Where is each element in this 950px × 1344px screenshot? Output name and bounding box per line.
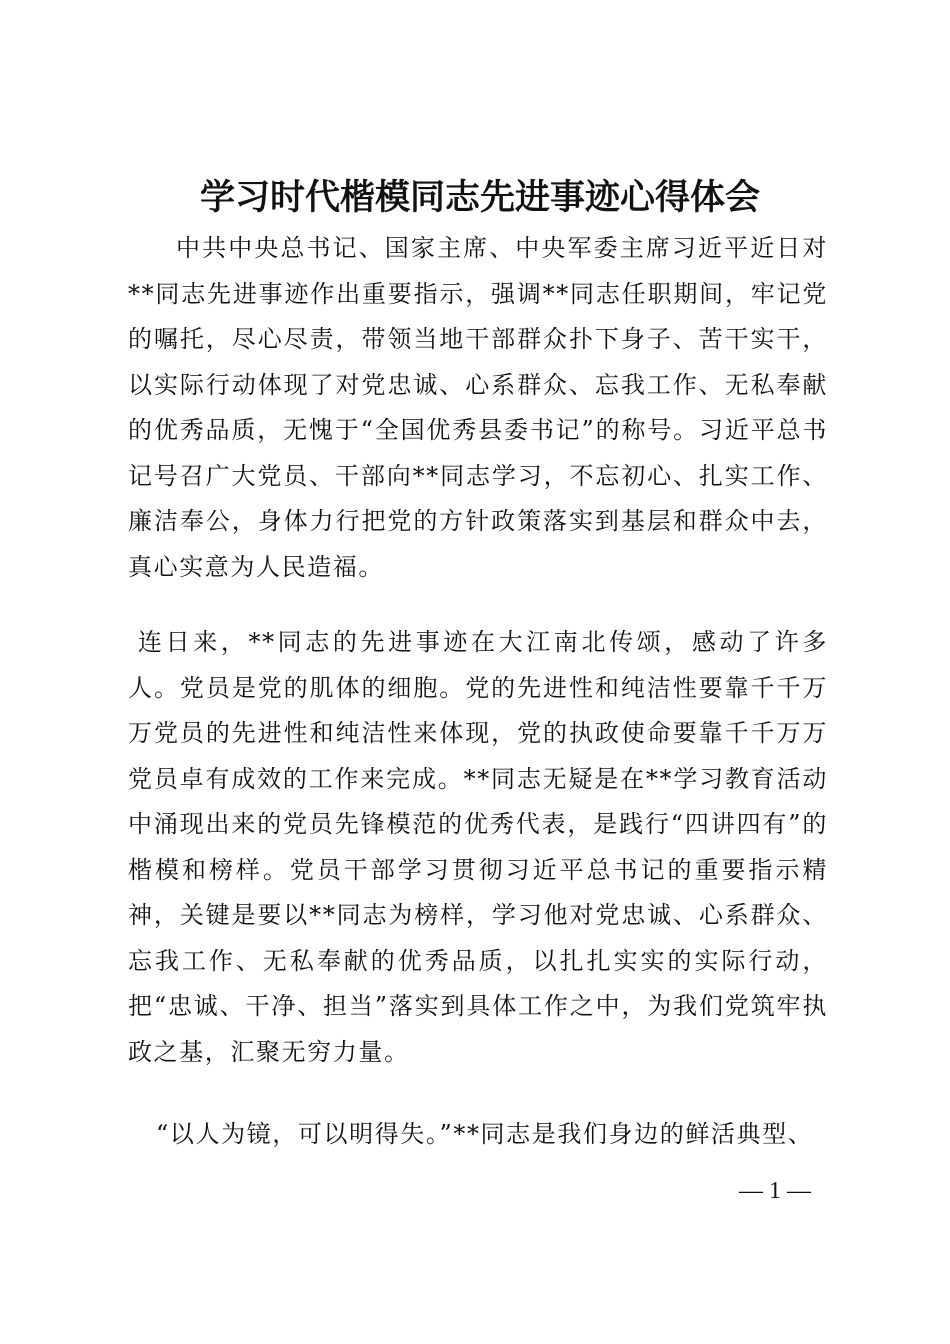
page-number: — 1 — (739, 1178, 811, 1204)
paragraph-3: “以人为镜，可以明得失。”**同志是我们身边的鲜活典型、 (156, 1120, 814, 1148)
document-title: 学习时代楷模同志先进事迹心得体会 (199, 177, 760, 218)
paragraph-2: 连日来，**同志的先进事迹在大江南北传颂，感动了许多人。党员是党的肌体的细胞。党的先进性和纯洁性要靠千千万万党员的先进性和纯洁性来体现，党的执政使命要靠千千万万党员卓有成效的工作来完成。**同志无疑是在**学习教育活动中涌现出来的党员先锋模范的优秀代表，是践行“四讲四有”的楷模和榜样。党员干部学习贯彻习近平总书记的重要指示精神，关键是要以**同志为榜样，学习他对党忠诚、心系群众、忘我工作、无私奉献的优秀品质，以扎扎实实的实际行动，把“忠诚、干净、担当”落实到具体工作之中，为我们党筑牢执政之基，汇聚无穷力量。 (128, 628, 828, 1066)
paragraph-1: 中共中央总书记、国家主席、中央军委主席习近平近日对**同志先进事迹作出重要指示，强调**同志任职期间，牢记党的嘱托，尽心尽责，带领当地干部群众扑下身子、苦干实干，以实际行动体现了对党忠诚、心系群众、忘我工作、无私奉献的优秀品质，无愧于“全国优秀县委书记”的称号。习近平总书记号召广大党员、干部向**同志学习，不忘初心、扎实工作、廉洁奉公，身体力行把党的方针政策落实到基层和群众中去，真心实意为人民造福。 (128, 234, 828, 581)
